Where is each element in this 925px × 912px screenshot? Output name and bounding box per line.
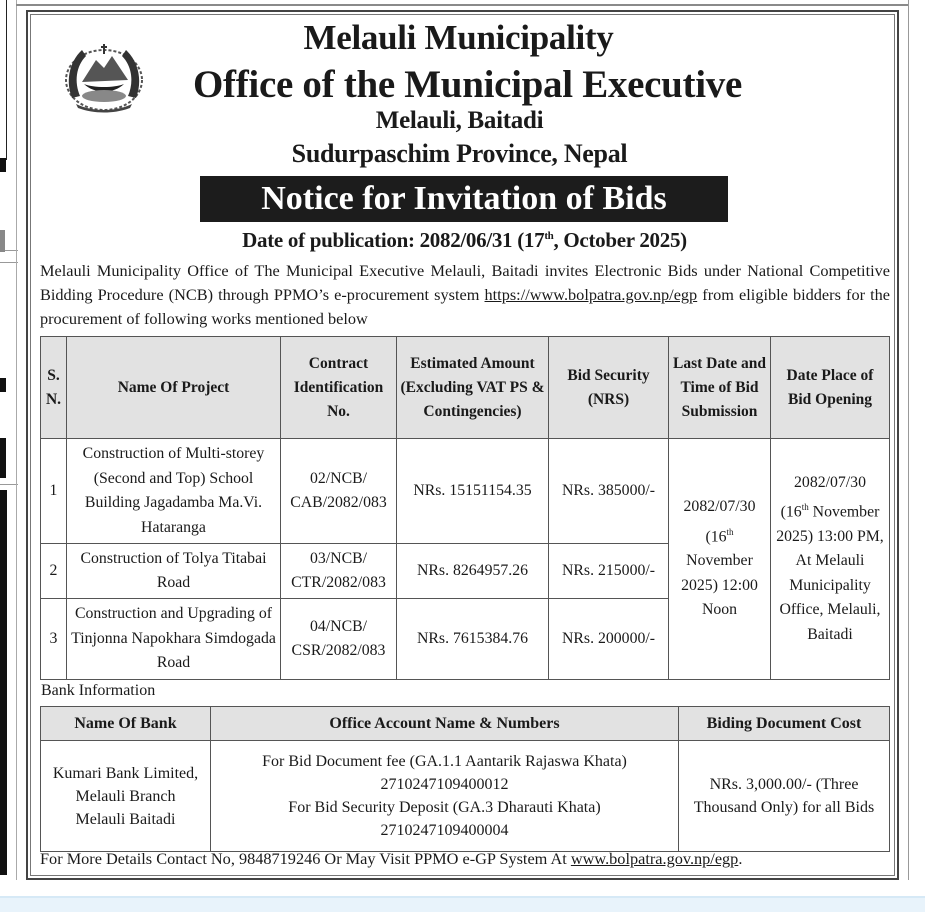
publication-date: Date of publication: 2082/06/31 (17th, October 2025) xyxy=(242,228,687,252)
header-contract: Contract Identification No. xyxy=(281,337,397,439)
account-number: 2710247109400004 xyxy=(380,822,509,839)
municipality-name: Melauli Municipality xyxy=(303,18,614,57)
cell-project: Construction and Upgrading of Tinjonna Napokhara Simdogada Road xyxy=(67,599,281,680)
cell-estimate: NRs. 15151154.35 xyxy=(397,439,549,544)
egp-link[interactable]: https://www.bolpatra.gov.np/egp xyxy=(484,285,698,304)
cell-project: Construction of Multi-storey (Second and Top) School Building Jagadamba Ma.Vi. Hataranga xyxy=(67,439,281,544)
cell-contract: 02/NCB/ CAB/2082/083 xyxy=(281,439,397,544)
cell-contract: 04/NCB/ CSR/2082/083 xyxy=(281,599,397,680)
header-security: Bid Security (NRS) xyxy=(549,337,669,439)
cell-bank-name: Kumari Bank Limited, Melauli Branch Melauli Baitadi xyxy=(41,741,211,852)
header-sn: S. N. xyxy=(41,337,67,439)
header-account: Office Account Name & Numbers xyxy=(211,707,679,741)
cell-security: NRs. 385000/- xyxy=(549,439,669,544)
cell-security: NRs. 215000/- xyxy=(549,544,669,599)
account-number: 2710247109400012 xyxy=(380,776,509,793)
header-cost: Biding Document Cost xyxy=(679,707,890,741)
header-last-date: Last Date and Time of Bid Submission xyxy=(669,337,771,439)
intro-paragraph: Melauli Municipality Office of The Municipal Executive Melauli, Baitadi invites Electronic Bids under National Competitive Bidding Procedure (NCB) through PPMO’s e-procurement system https://www.bolpatra.gov.np/egp from eligible bidders for the procurement of following works mentioned below xyxy=(40,261,890,328)
office-name: Office of the Municipal Executive xyxy=(193,63,742,106)
egp-footer-link[interactable]: www.bolpatra.gov.np/egp xyxy=(570,849,739,868)
header-opening: Date Place of Bid Opening xyxy=(771,337,890,439)
cell-security: NRs. 200000/- xyxy=(549,599,669,680)
header-estimate: Estimated Amount (Excluding VAT PS & Contingencies) xyxy=(397,337,549,439)
cell-estimate: NRs. 7615384.76 xyxy=(397,599,549,680)
notice-title-banner: Notice for Invitation of Bids xyxy=(200,176,728,222)
bank-table xyxy=(40,706,890,852)
cell-cost: NRs. 3,000.00/- (Three Thousand Only) for all Bids xyxy=(679,741,890,852)
office-province: Sudurpaschim Province, Nepal xyxy=(291,139,628,168)
bank-section-label: Bank Information xyxy=(41,682,156,699)
cell-sn: 3 xyxy=(41,599,67,680)
page-divider-top xyxy=(16,4,908,6)
table-row xyxy=(41,741,890,852)
cell-sn: 2 xyxy=(41,544,67,599)
cell-estimate: NRs. 8264957.26 xyxy=(397,544,549,599)
header-project: Name Of Project xyxy=(67,337,281,439)
cell-last-date: 2082/07/30 (16th November 2025) 12:00 Noon xyxy=(669,439,771,680)
office-address: Melauli, Baitadi xyxy=(375,107,544,134)
bids-table xyxy=(40,336,890,680)
cell-accounts: For Bid Document fee (GA.1.1 Aantarik Rajaswa Khata) 2710247109400012 For Bid Security Deposit (GA.3 Dharauti Khata) 2710247109400004 xyxy=(211,741,679,852)
cell-project: Construction of Tolya Titabai Road xyxy=(67,544,281,599)
cell-contract: 03/NCB/ CTR/2082/083 xyxy=(281,544,397,599)
cell-sn: 1 xyxy=(41,439,67,544)
header-bank-name: Name Of Bank xyxy=(41,707,211,741)
bank-table-header-row xyxy=(41,707,890,741)
bids-table-header-row xyxy=(41,337,890,439)
table-row xyxy=(41,439,890,544)
cell-opening: 2082/07/30 (16th November 2025) 13:00 PM, At Melauli Municipality Office, Melauli, Baitadi xyxy=(771,439,890,680)
contact-footer: For More Details Contact No, 9848719246 Or May Visit PPMO e-GP System At www.bolpatra.gov.np/egp. xyxy=(40,849,743,868)
